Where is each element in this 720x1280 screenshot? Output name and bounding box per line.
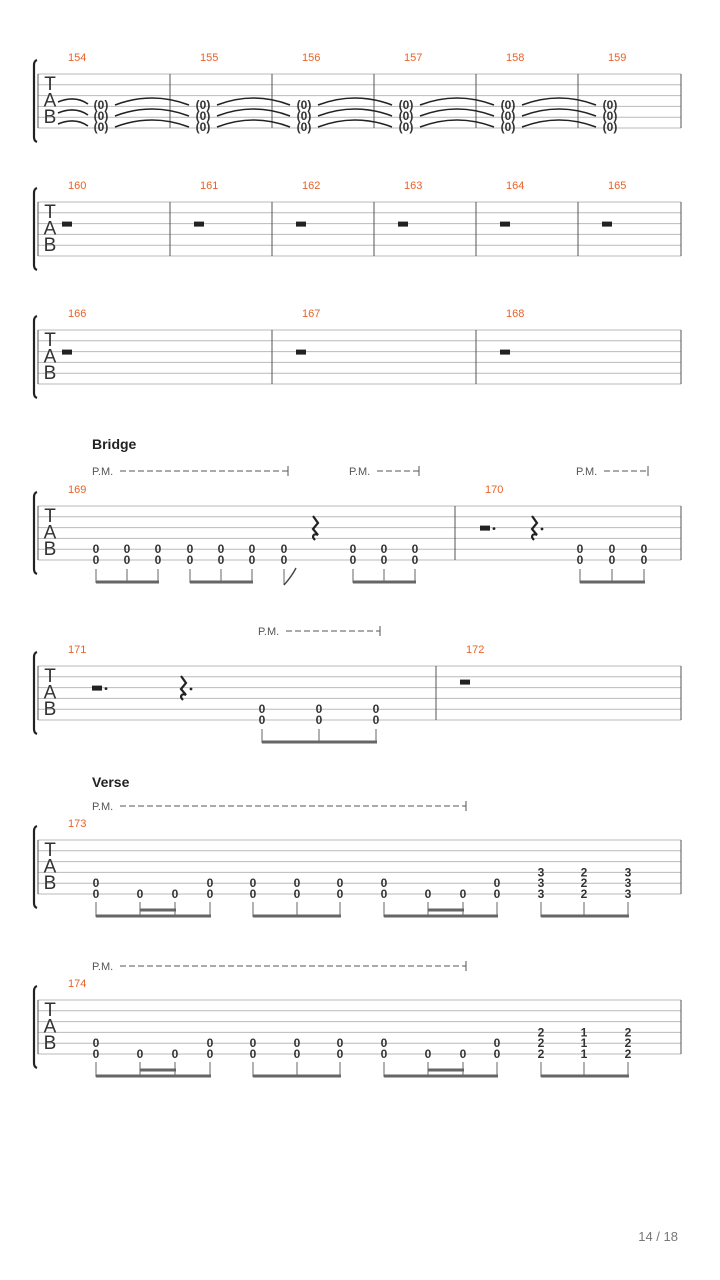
note-flag	[284, 568, 296, 585]
fret-number: 3	[537, 887, 545, 901]
fret-number: (0)	[93, 98, 109, 112]
measure-number: 169	[68, 484, 87, 496]
fret-number: 0	[372, 702, 380, 717]
fret-number: 3	[537, 876, 545, 891]
measure-number: 163	[404, 180, 423, 192]
fret-number: 0	[380, 887, 388, 901]
beam	[580, 581, 645, 584]
tab-letter-b: B	[43, 539, 57, 560]
whole-rest	[296, 350, 306, 355]
tie	[522, 98, 596, 105]
tie	[420, 120, 494, 127]
tie	[318, 120, 392, 127]
beam	[262, 741, 377, 744]
tie	[522, 120, 596, 127]
measure-number: 157	[404, 52, 423, 64]
tab-letter-a: A	[43, 346, 57, 368]
fret-number: 2	[537, 1025, 545, 1040]
page-number: 14 / 18	[638, 1229, 678, 1244]
measure-number: 164	[506, 180, 525, 192]
fret-number: 1	[580, 1036, 588, 1051]
fret-number: 0	[411, 553, 419, 567]
system-bracket	[34, 986, 37, 1068]
fret-number: 0	[258, 702, 266, 717]
whole-rest	[500, 350, 510, 355]
fret-number: 0	[248, 542, 256, 557]
beam	[96, 915, 211, 918]
fret-number: 0	[293, 887, 301, 901]
beam	[140, 909, 176, 912]
whole-rest	[460, 680, 470, 685]
rest-dot	[541, 528, 544, 531]
whole-rest	[500, 222, 510, 227]
fret-number: 0	[217, 553, 225, 567]
fret-number: 0	[92, 542, 100, 557]
fret-number: 0	[380, 542, 388, 557]
tab-letter-t: T	[44, 840, 56, 861]
fret-number: (0)	[398, 109, 414, 123]
tie	[115, 109, 189, 116]
fret-number: (0)	[195, 109, 211, 123]
fret-number: 0	[349, 542, 357, 557]
tab-letter-b: B	[43, 363, 57, 384]
fret-number: 0	[380, 1047, 388, 1061]
system-bracket	[34, 60, 37, 142]
fret-number: 0	[608, 542, 616, 557]
measure-number: 165	[608, 180, 627, 192]
half-rest	[480, 526, 490, 531]
tab-letter-a: A	[43, 522, 57, 544]
tab-letter-a: A	[43, 218, 57, 240]
tab-letter-a: A	[43, 856, 57, 878]
fret-number: 3	[624, 887, 632, 901]
fret-number: 0	[493, 1047, 501, 1061]
fret-number: 0	[608, 553, 616, 567]
fret-number: 2	[624, 1047, 632, 1061]
tab-letter-t: T	[44, 506, 56, 527]
tab-letter-b: B	[43, 699, 57, 720]
beam	[190, 581, 253, 584]
system-bracket	[34, 652, 37, 734]
whole-rest	[62, 350, 72, 355]
fret-number: 0	[424, 887, 432, 901]
fret-number: 0	[186, 553, 194, 567]
system-bracket	[34, 316, 37, 398]
fret-number: 0	[280, 542, 288, 557]
fret-number: 0	[315, 713, 323, 727]
beam	[253, 1075, 341, 1078]
tie	[217, 109, 290, 116]
tie	[420, 98, 494, 105]
fret-number: 0	[640, 542, 648, 557]
tab-letter-b: B	[43, 235, 57, 256]
fret-number: 0	[293, 876, 301, 891]
measure-number: 161	[200, 180, 219, 192]
beam	[428, 909, 464, 912]
beam	[541, 915, 629, 918]
fret-number: 0	[576, 553, 584, 567]
tab-letter-a: A	[43, 1016, 57, 1038]
measure-number: 167	[302, 308, 321, 320]
fret-number: 0	[206, 876, 214, 891]
tab-letter-b: B	[43, 107, 57, 128]
whole-rest	[398, 222, 408, 227]
fret-number: 0	[217, 542, 225, 557]
fret-number: 3	[537, 865, 545, 880]
palm-mute-label: P.M.	[92, 961, 114, 973]
rest-dot	[105, 687, 108, 690]
fret-number: (0)	[296, 120, 312, 134]
fret-number: 0	[92, 1047, 100, 1061]
fret-number: (0)	[500, 109, 516, 123]
measure-number: 172	[466, 644, 485, 656]
beam	[96, 1075, 211, 1078]
fret-number: 2	[580, 865, 588, 880]
fret-number: 0	[123, 542, 131, 557]
palm-mute-label: P.M.	[258, 626, 280, 638]
palm-mute-label: P.M.	[576, 466, 598, 478]
measure-number: 170	[485, 484, 504, 496]
fret-number: (0)	[602, 109, 618, 123]
measure-number: 168	[506, 308, 525, 320]
measure-number: 160	[68, 180, 87, 192]
measure-number: 166	[68, 308, 87, 320]
beam	[353, 581, 416, 584]
tab-letter-a: A	[43, 682, 57, 704]
fret-number: 0	[640, 553, 648, 567]
beam	[541, 1075, 629, 1078]
tie	[115, 120, 189, 127]
fret-number: 0	[380, 553, 388, 567]
beam	[96, 581, 159, 584]
fret-number: 0	[136, 1047, 144, 1061]
fret-number: 0	[293, 1036, 301, 1051]
fret-number: 0	[380, 1036, 388, 1051]
system-bracket	[34, 188, 37, 270]
beam	[428, 1069, 464, 1072]
fret-number: 2	[580, 887, 588, 901]
fret-number: (0)	[398, 98, 414, 112]
fret-number: 0	[349, 553, 357, 567]
fret-number: (0)	[195, 120, 211, 134]
tab-letter-t: T	[44, 74, 56, 95]
tab-letter-t: T	[44, 1000, 56, 1021]
fret-number: 0	[92, 887, 100, 901]
tie	[115, 98, 189, 105]
whole-rest	[602, 222, 612, 227]
rest-dot	[493, 527, 496, 530]
fret-number: 0	[424, 1047, 432, 1061]
tie	[318, 109, 392, 116]
beam	[384, 1075, 498, 1078]
tie	[420, 109, 494, 116]
tie	[217, 120, 290, 127]
palm-mute-label: P.M.	[92, 466, 114, 478]
tab-letter-t: T	[44, 330, 56, 351]
fret-number: (0)	[500, 120, 516, 134]
measure-number: 155	[200, 52, 219, 64]
fret-number: 0	[171, 1047, 179, 1061]
measure-number: 171	[68, 644, 87, 656]
fret-number: 2	[537, 1036, 545, 1051]
fret-number: 2	[624, 1036, 632, 1051]
fret-number: 0	[136, 887, 144, 901]
half-rest	[92, 686, 102, 691]
tie	[58, 99, 88, 104]
fret-number: 0	[493, 1036, 501, 1051]
fret-number: 0	[258, 713, 266, 727]
fret-number: 0	[336, 887, 344, 901]
beam	[253, 915, 341, 918]
fret-number: 0	[92, 553, 100, 567]
fret-number: 3	[624, 865, 632, 880]
fret-number: (0)	[195, 98, 211, 112]
fret-number: 0	[186, 542, 194, 557]
fret-number: 0	[249, 1036, 257, 1051]
fret-number: 0	[315, 702, 323, 717]
section-label: Bridge	[92, 436, 137, 452]
tab-letter-t: T	[44, 666, 56, 687]
fret-number: 0	[493, 887, 501, 901]
fret-number: (0)	[500, 98, 516, 112]
whole-rest	[296, 222, 306, 227]
fret-number: (0)	[93, 109, 109, 123]
fret-number: 0	[336, 1047, 344, 1061]
fret-number: 0	[92, 876, 100, 891]
measure-number: 158	[506, 52, 525, 64]
fret-number: 0	[336, 1036, 344, 1051]
fret-number: (0)	[296, 109, 312, 123]
palm-mute-label: P.M.	[92, 801, 114, 813]
measure-number: 159	[608, 52, 627, 64]
whole-rest	[62, 222, 72, 227]
tie	[217, 98, 290, 105]
fret-number: 0	[206, 1047, 214, 1061]
fret-number: 0	[372, 713, 380, 727]
fret-number: 0	[459, 887, 467, 901]
tab-letter-t: T	[44, 202, 56, 223]
section-label: Verse	[92, 774, 130, 790]
tie	[58, 110, 88, 115]
tie	[522, 109, 596, 116]
fret-number: 0	[576, 542, 584, 557]
fret-number: 0	[293, 1047, 301, 1061]
fret-number: 3	[624, 876, 632, 891]
fret-number: 0	[123, 553, 131, 567]
fret-number: 2	[624, 1025, 632, 1040]
fret-number: 0	[249, 876, 257, 891]
beam	[384, 915, 498, 918]
fret-number: 0	[493, 876, 501, 891]
fret-number: 0	[206, 887, 214, 901]
fret-number: (0)	[602, 120, 618, 134]
fret-number: 1	[580, 1025, 588, 1040]
tie	[318, 98, 392, 105]
fret-number: (0)	[398, 120, 414, 134]
fret-number: 0	[249, 1047, 257, 1061]
fret-number: (0)	[602, 98, 618, 112]
measure-number: 162	[302, 180, 321, 192]
palm-mute-label: P.M.	[349, 466, 371, 478]
rest-dot	[190, 688, 193, 691]
fret-number: 0	[280, 553, 288, 567]
fret-number: 0	[249, 887, 257, 901]
fret-number: 0	[154, 553, 162, 567]
fret-number: 2	[580, 876, 588, 891]
measure-number: 173	[68, 818, 87, 830]
fret-number: 0	[154, 542, 162, 557]
measure-number: 174	[68, 978, 87, 990]
fret-number: 0	[380, 876, 388, 891]
fret-number: 0	[336, 876, 344, 891]
fret-number: (0)	[93, 120, 109, 134]
tab-letter-a: A	[43, 90, 57, 112]
fret-number: 0	[411, 542, 419, 557]
fret-number: 1	[580, 1047, 588, 1061]
fret-number: 0	[92, 1036, 100, 1051]
fret-number: 0	[248, 553, 256, 567]
fret-number: 0	[171, 887, 179, 901]
system-bracket	[34, 492, 37, 574]
tab-letter-b: B	[43, 873, 57, 894]
fret-number: (0)	[296, 98, 312, 112]
measure-number: 156	[302, 52, 321, 64]
fret-number: 0	[459, 1047, 467, 1061]
tie	[58, 121, 88, 126]
measure-number: 154	[68, 52, 87, 64]
tab-letter-b: B	[43, 1033, 57, 1054]
system-bracket	[34, 826, 37, 908]
fret-number: 0	[206, 1036, 214, 1051]
whole-rest	[194, 222, 204, 227]
fret-number: 2	[537, 1047, 545, 1061]
beam	[140, 1069, 176, 1072]
